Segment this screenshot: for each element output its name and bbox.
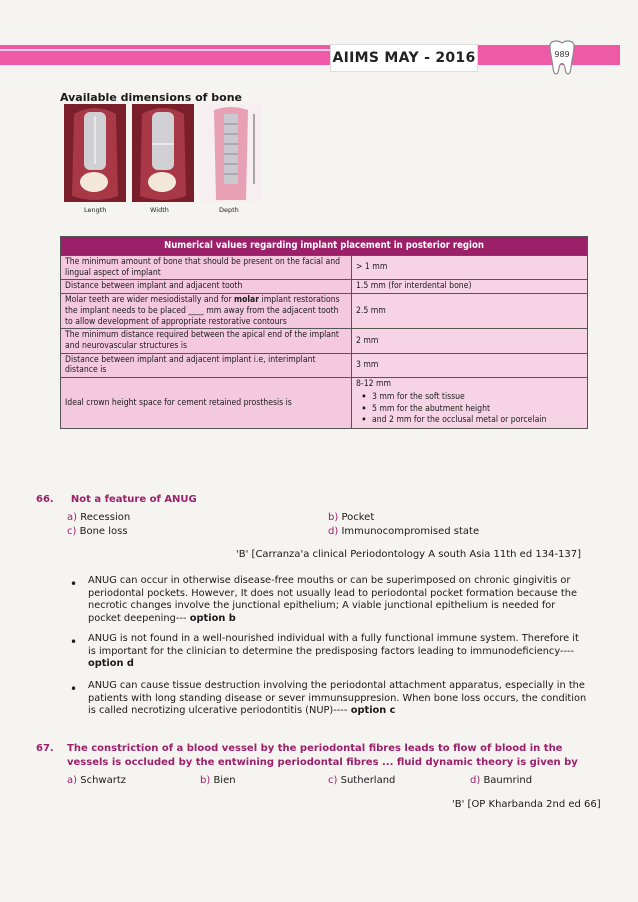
bullet-icon: •	[70, 682, 78, 696]
header-band	[0, 45, 620, 65]
question-67	[36, 742, 592, 770]
question-text: Not a feature of ANUG	[70, 494, 197, 505]
list-item: • and 2 mm for the occlusal metal or porcelain	[356, 415, 583, 426]
row-value-main: 8-12 mm	[356, 379, 392, 390]
table-row	[61, 255, 588, 279]
label-length: Length	[84, 206, 107, 214]
bullet-icon: •	[70, 635, 78, 649]
section-heading: Available dimensions of bone	[60, 91, 242, 104]
option-b: b) Pocket	[328, 512, 375, 523]
option-a: a) Recession	[67, 512, 131, 523]
option-d: d) Immunocompromised state	[328, 526, 480, 537]
explanation-point: ANUG is not found in a well-nourished individual with a fully functional immune system. Therefore it is important for the clinician to determine the predisposing factors leading to immunodeficiency---- option d	[88, 633, 579, 670]
label-width: Width	[150, 206, 169, 214]
explanation-point: ANUG can occur in otherwise disease-free mouths or can be superimposed on chronic gingivitis or periodontal pockets. However, It does not usually lead to periodontal pocket formation because the necrotic changes involve the junctional epithelium; A viable junctional epithelium is needed for pocket deepening--- option b	[88, 575, 577, 624]
option-c: c) Sutherland	[328, 775, 396, 786]
row-question: Distance between implant and adjacent tooth	[61, 280, 352, 294]
exam-title: AIIMS MAY - 2016	[330, 44, 478, 72]
row-question-part: Molar teeth are wider mesiodistally and for	[65, 295, 235, 306]
option-c: c) Bone loss	[67, 526, 128, 537]
row-value: 2.5 mm	[352, 294, 588, 329]
row-value: > 1 mm	[352, 255, 588, 279]
answer-reference: 'B' [Carranza'a clinical Periodontology A south Asia 11th ed 134-137]	[236, 549, 582, 560]
row-value: 1.5 mm (for interdental bone)	[352, 280, 588, 294]
list-item: • 5 mm for the abutment height	[356, 404, 583, 415]
table-row	[61, 329, 588, 353]
list-item: • 3 mm for the soft tissue	[356, 392, 583, 403]
table-row	[61, 378, 588, 429]
header-stripe	[0, 49, 330, 51]
row-question-part: implant restorations the implant needs to be placed ____ mm away from the adjacent tooth to allow development of appropriate restorative contours	[65, 295, 340, 327]
row-question: The minimum amount of bone that should be present on the facial and lingual aspect of implant	[61, 255, 352, 279]
explanation-point: ANUG can cause tissue destruction involving the periodontal attachment apparatus, especially in the patients with long standing disease or sever immunsuppresion. When bone loss occurs, the condition is called necrotizing ulcerative periodontitis (NUP)---- option c	[88, 680, 587, 717]
bone-figure-illustrations	[64, 104, 262, 204]
bullet-icon: •	[70, 577, 78, 591]
option-b: b) Bien	[200, 775, 236, 786]
row-question: Distance between implant and adjacent implant i.e, interimplant distance is	[61, 353, 352, 377]
row-value: 2 mm	[352, 329, 588, 353]
table-row	[61, 353, 588, 377]
table-row	[61, 294, 588, 329]
row-question: The minimum distance required between the apical end of the implant and neurovascular structures is	[61, 329, 352, 353]
page-number: 989	[554, 50, 570, 59]
row-question-bold: molar	[234, 295, 260, 306]
option-d: d) Baumrind	[470, 775, 533, 786]
table-title: Numerical values regarding implant placement in posterior region	[61, 237, 588, 256]
table-row	[61, 280, 588, 294]
question-66	[36, 494, 197, 505]
row-value: 3 mm	[352, 353, 588, 377]
label-depth: Depth	[219, 206, 239, 214]
bone-dimension-figures	[64, 104, 262, 218]
row-value	[352, 378, 588, 429]
option-a: a) Schwartz	[67, 775, 126, 786]
row-question	[61, 294, 352, 329]
question-text: The constriction of a blood vessel by the periodontal fibres leads to flow of blood in the vessels is occluded by the entwining periodontal fibres ... fluid dynamic theory is given by	[67, 743, 578, 768]
implant-values-table	[60, 236, 588, 429]
row-question: Ideal crown height space for cement retained prosthesis is	[61, 378, 352, 429]
question-number: 66.	[36, 494, 54, 505]
question-number: 67.	[36, 743, 54, 754]
answer-reference: 'B' [OP Kharbanda 2nd ed 66]	[452, 799, 601, 810]
